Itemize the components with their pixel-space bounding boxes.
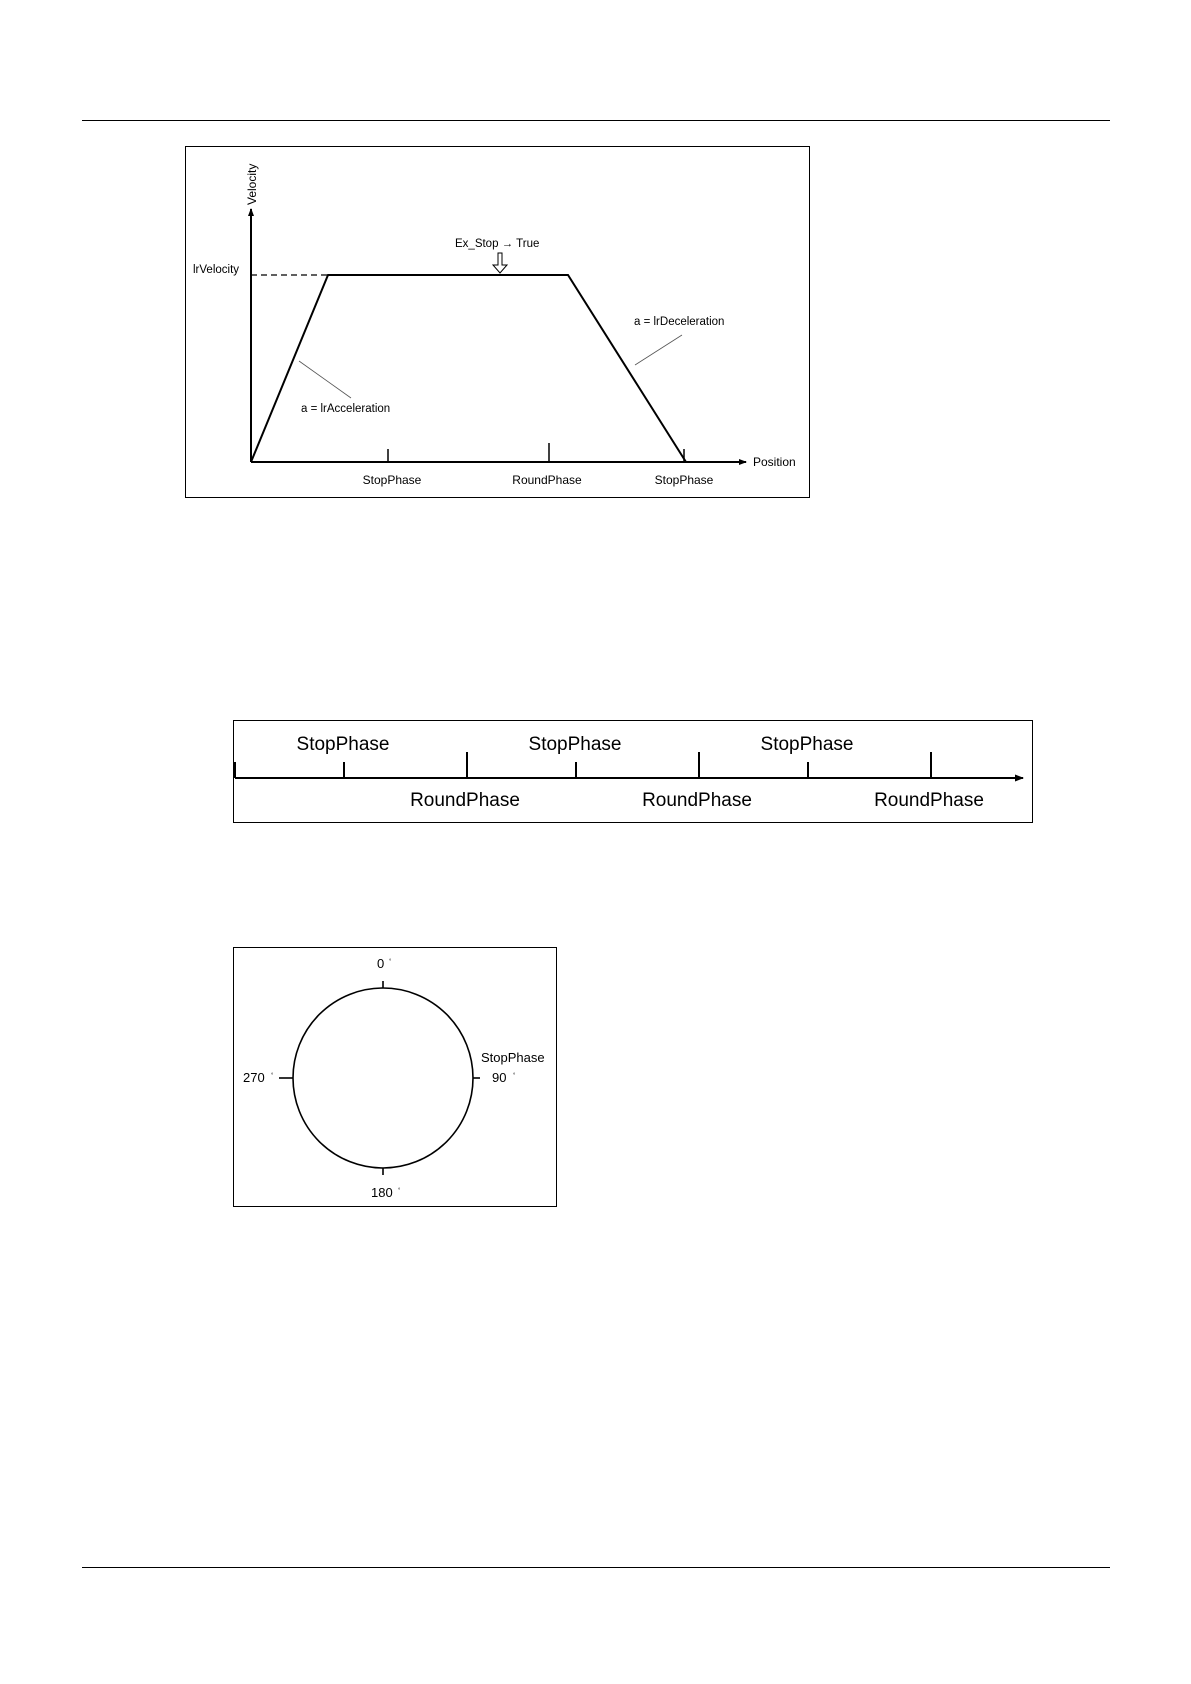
- velocity-profile-diagram: [186, 147, 811, 499]
- header-rule: [82, 120, 1110, 121]
- timeline-bottom-label-1: RoundPhase: [410, 790, 520, 811]
- phase-timeline-figure: [233, 720, 1033, 823]
- y-axis-label: Velocity: [245, 163, 259, 205]
- x-axis-label: Position: [753, 455, 796, 469]
- timeline-top-label-1: StopPhase: [296, 734, 390, 755]
- decel-label: a = lrDeceleration: [634, 316, 725, 328]
- angle-0-label: 0: [377, 956, 385, 971]
- rotary-position-diagram: [234, 948, 558, 1208]
- stop-phase-label: StopPhase: [481, 1050, 545, 1065]
- timeline-top-label-2: StopPhase: [528, 734, 622, 755]
- velocity-level-label: lrVelocity: [193, 264, 240, 276]
- timeline-bottom-label-3: RoundPhase: [874, 790, 984, 811]
- decel-leader-line: [635, 335, 682, 365]
- marker-label-1: StopPhase: [362, 473, 422, 487]
- marker-label-2: RoundPhase: [512, 473, 582, 487]
- velocity-profile-figure: [185, 146, 810, 498]
- timeline-top-label-3: StopPhase: [760, 734, 854, 755]
- angle-270-degree: °: [271, 1073, 274, 1079]
- angle-180-label: 180: [371, 1185, 393, 1200]
- angle-90-label: 90: [492, 1070, 507, 1085]
- angle-90-degree: °: [513, 1073, 516, 1079]
- footer-rule: [82, 1567, 1110, 1568]
- angle-270-label: 270: [243, 1070, 265, 1085]
- timeline-bottom-label-2: RoundPhase: [642, 790, 752, 811]
- phase-timeline-diagram: [234, 721, 1034, 824]
- velocity-profile-line: [251, 275, 686, 462]
- stop-event-arrow-icon: [493, 253, 507, 273]
- rotary-position-figure: [233, 947, 557, 1207]
- angle-0-degree: °: [389, 959, 392, 965]
- marker-label-3: StopPhase: [654, 473, 714, 487]
- angle-180-degree: °: [398, 1188, 401, 1194]
- stop-event-label: Ex_Stop → True: [455, 238, 540, 250]
- rotary-circle: [293, 988, 473, 1168]
- accel-leader-line: [299, 361, 351, 398]
- accel-label: a = lrAcceleration: [301, 403, 391, 415]
